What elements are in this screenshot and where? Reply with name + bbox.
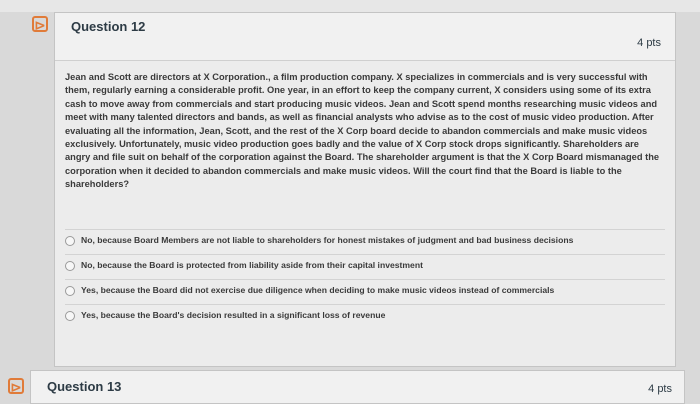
radio-button[interactable]	[65, 311, 75, 321]
answer-label: No, because the Board is protected from liability aside from their capital investment	[81, 260, 423, 270]
question-paragraph: Jean and Scott are directors at X Corporation., a film production company. X specializes in commercials and is very successful with them, regularly earning a considerable profit. One year, in an effort to keep the company current, X considers using some of its extra cash to move away from commercials and start producing music videos. Jean and Scott spend months researching music videos and meet with many talented directors and bands, as well as financial analysts who advise as to the cost of music video production. After evaluating all the information, Jean, Scott, and the rest of the X Corp board decide to abandon commercials and make music videos exclusively. Unfortunately, music video production goes badly and the value of X Corp stock drops significantly. Shareholders are angry and file suit on behalf of the corporation against the Board. The shareholder argument is that the X Corp Board mismanaged the corporation when it decided to abandon commercials and make music videos. Will the court find that the Board is liable to the shareholders?	[65, 72, 660, 190]
question-card	[54, 12, 676, 367]
answer-option-2[interactable]	[65, 254, 665, 279]
next-question-points: 4 pts	[648, 383, 672, 395]
radio-button[interactable]	[65, 286, 75, 296]
next-question-card	[30, 370, 685, 404]
flag-icon[interactable]: ⊳	[8, 378, 24, 394]
answer-label: No, because Board Members are not liable to shareholders for honest mistakes of judgment and bad business decisions	[81, 235, 574, 245]
question-title: Question 12	[71, 19, 146, 34]
answer-option-3[interactable]	[65, 279, 665, 304]
next-question-title: Question 13	[47, 379, 122, 394]
question-header	[55, 13, 675, 61]
answer-list	[55, 229, 675, 329]
radio-button[interactable]	[65, 261, 75, 271]
top-strip	[0, 0, 700, 12]
answer-option-4[interactable]	[65, 304, 665, 329]
question-points: 4 pts	[637, 37, 661, 49]
question-text	[65, 71, 660, 192]
answer-option-1[interactable]	[65, 229, 665, 254]
answer-label: Yes, because the Board did not exercise due diligence when deciding to make music videos instead of commercials	[81, 285, 555, 295]
answer-label: Yes, because the Board's decision resulted in a significant loss of revenue	[81, 310, 386, 320]
radio-button[interactable]	[65, 236, 75, 246]
flag-icon[interactable]: ⊳	[32, 16, 48, 32]
